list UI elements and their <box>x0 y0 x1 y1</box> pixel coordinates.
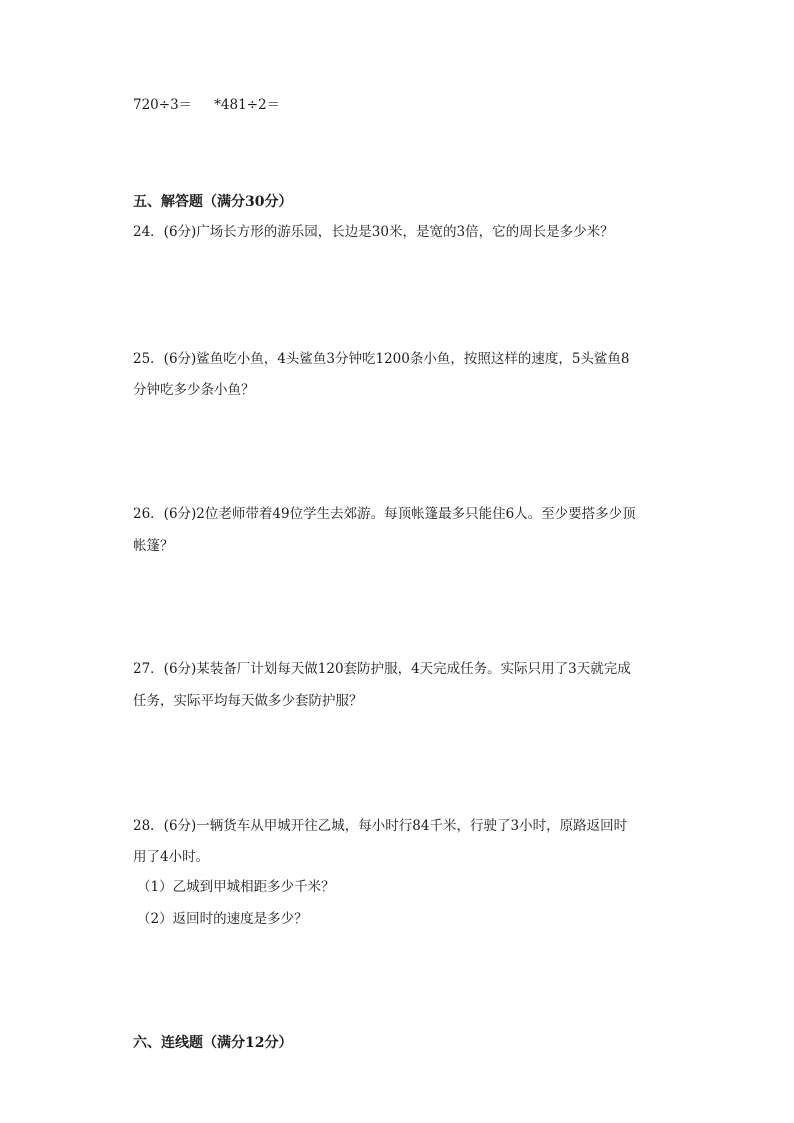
question-28-sub-2: （2）返回时的速度是多少？ <box>137 911 308 927</box>
calc-row <box>133 96 280 114</box>
question-27-line-2: 任务，实际平均每天做多少套防护服？ <box>133 693 363 709</box>
question-28-line-1: 28．(6分)一辆货车从甲城开往乙城，每小时行84千米，行驶了3小时，原路返回时 <box>133 818 628 834</box>
question-25-line-2: 分钟吃多少条小鱼？ <box>133 382 255 398</box>
section-six-heading: 六、连线题（满分12分） <box>133 1035 293 1051</box>
question-28-line-2: 用了4小时。 <box>133 849 210 865</box>
question-26-line-2: 帐篷？ <box>133 538 174 554</box>
calc-item-720-div-3: 720÷3＝ <box>133 97 193 113</box>
question-27-line-1: 27．(6分)某装备厂计划每天做120套防护服，4天完成任务。实际只用了3天就完成 <box>133 661 631 677</box>
calc-item-481-div-2: *481÷2＝ <box>214 97 281 113</box>
question-28-sub-1: （1）乙城到甲城相距多少千米？ <box>137 879 335 895</box>
question-24-line-1: 24．(6分)广场长方形的游乐园，长边是30米，是宽的3倍，它的周长是多少米？ <box>133 224 614 240</box>
question-25-line-1: 25．(6分)鲨鱼吃小鱼，4头鲨鱼3分钟吃1200条小鱼，按照这样的速度，5头鲨鱼8 <box>133 351 630 367</box>
section-five-heading: 五、解答题（满分30分） <box>133 194 293 210</box>
question-26-line-1: 26．(6分)2位老师带着49位学生去郊游。每顶帐篷最多只能住6人。至少要搭多少顶 <box>133 506 636 522</box>
